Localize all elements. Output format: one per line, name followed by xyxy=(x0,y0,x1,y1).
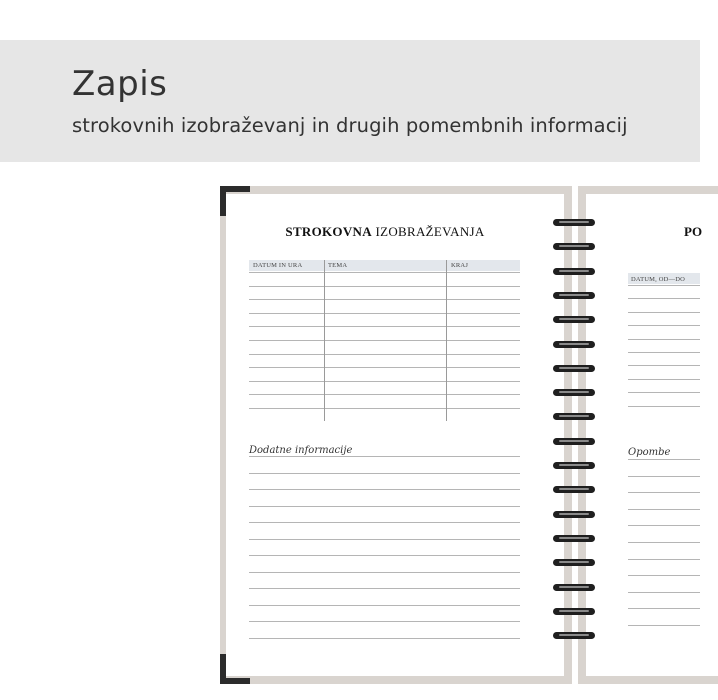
column-header-place: KRAJ xyxy=(451,262,469,269)
ruled-line xyxy=(249,394,520,395)
ring-highlight xyxy=(559,464,589,466)
coil-ring-icon xyxy=(553,535,595,544)
ruled-line xyxy=(628,542,700,543)
right-page-heading: PO xyxy=(684,224,703,239)
coil-ring-icon xyxy=(553,462,595,471)
coil-ring-icon xyxy=(553,438,595,447)
ruled-line xyxy=(249,539,520,540)
coil-ring-icon xyxy=(553,632,595,641)
ruled-line xyxy=(249,354,520,355)
coil-ring-icon xyxy=(553,316,595,325)
left-page-heading xyxy=(250,224,520,240)
ring-highlight xyxy=(559,221,589,223)
coil-ring-icon xyxy=(553,608,595,617)
coil-ring-icon xyxy=(553,511,595,520)
ruled-line xyxy=(249,605,520,606)
ring-highlight xyxy=(559,561,589,563)
heading-rest: IZOBRAŽEVANJA xyxy=(371,224,485,239)
heading-bold: STROKOVNA xyxy=(285,224,372,239)
ruled-line xyxy=(249,367,520,368)
coil-ring-icon xyxy=(553,413,595,422)
ruled-line xyxy=(249,299,520,300)
ring-highlight xyxy=(559,391,589,393)
ring-highlight xyxy=(559,294,589,296)
ruled-line xyxy=(628,509,700,510)
coil-ring-icon xyxy=(553,243,595,252)
ring-highlight xyxy=(559,537,589,539)
ruled-line xyxy=(249,588,520,589)
ruled-line xyxy=(249,621,520,622)
ruled-line xyxy=(249,456,520,457)
ruled-line xyxy=(628,406,700,407)
ring-highlight xyxy=(559,513,589,515)
ruled-line xyxy=(249,286,520,287)
ruled-line xyxy=(249,522,520,523)
ruled-line xyxy=(628,298,700,299)
ruled-line xyxy=(249,313,520,314)
ruled-line xyxy=(628,325,700,326)
ruled-line xyxy=(249,638,520,639)
ruled-line xyxy=(628,392,700,393)
ring-highlight xyxy=(559,367,589,369)
ruled-line xyxy=(249,408,520,409)
ruled-line xyxy=(628,312,700,313)
right-notes-label: Opombe xyxy=(628,447,671,458)
column-header-date: DATUM IN URA xyxy=(253,262,303,269)
ruled-line xyxy=(628,476,700,477)
ruled-line xyxy=(628,379,700,380)
coil-ring-icon xyxy=(553,584,595,593)
ruled-line xyxy=(628,608,700,609)
coil-ring-icon xyxy=(553,389,595,398)
ruled-line xyxy=(628,592,700,593)
ring-highlight xyxy=(559,488,589,490)
column-divider xyxy=(446,260,447,421)
coil-ring-icon xyxy=(553,292,595,301)
ruled-line xyxy=(628,559,700,560)
page-subtitle: strokovnih izobraževanj in drugih pomembnih informacij xyxy=(72,114,628,137)
coil-ring-icon xyxy=(553,341,595,350)
corner-protector-icon xyxy=(220,186,226,216)
right-column-header-date: DATUM, OD—DO xyxy=(631,276,686,283)
coil-ring-icon xyxy=(553,559,595,568)
ruled-line xyxy=(628,625,700,626)
ruled-line xyxy=(249,272,520,273)
ruled-line xyxy=(628,339,700,340)
ring-highlight xyxy=(559,634,589,636)
column-divider xyxy=(324,260,325,421)
ruled-line xyxy=(628,525,700,526)
ruled-line xyxy=(249,340,520,341)
notes-label: Dodatne informacije xyxy=(249,445,353,456)
ruled-line xyxy=(628,352,700,353)
ruled-line xyxy=(628,575,700,576)
ruled-line xyxy=(628,492,700,493)
corner-protector-icon xyxy=(220,654,226,684)
ruled-line xyxy=(249,555,520,556)
ring-highlight xyxy=(559,318,589,320)
coil-ring-icon xyxy=(553,365,595,374)
ring-highlight xyxy=(559,610,589,612)
ruled-line xyxy=(628,365,700,366)
ruled-line xyxy=(249,489,520,490)
ruled-line xyxy=(628,285,700,286)
coil-ring-icon xyxy=(553,219,595,228)
ruled-line xyxy=(249,506,520,507)
ring-highlight xyxy=(559,440,589,442)
ruled-line xyxy=(628,459,700,460)
column-header-topic: TEMA xyxy=(328,262,348,269)
ruled-line xyxy=(249,572,520,573)
ring-highlight xyxy=(559,270,589,272)
page-title: Zapis xyxy=(72,64,168,104)
ruled-line xyxy=(249,473,520,474)
ruled-line xyxy=(249,381,520,382)
ring-highlight xyxy=(559,343,589,345)
coil-ring-icon xyxy=(553,486,595,495)
coil-ring-icon xyxy=(553,268,595,277)
ring-highlight xyxy=(559,586,589,588)
ruled-line xyxy=(249,326,520,327)
ring-highlight xyxy=(559,245,589,247)
